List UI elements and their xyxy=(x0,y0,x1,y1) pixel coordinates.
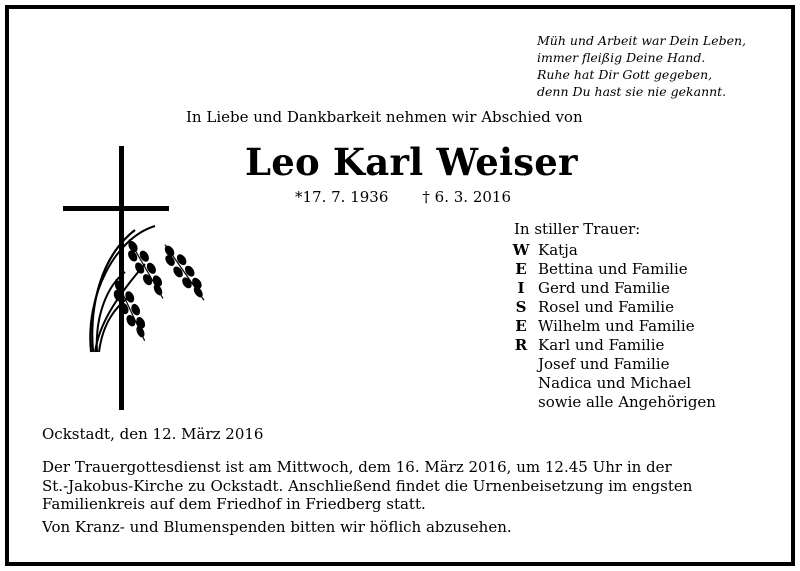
service-info xyxy=(42,458,782,514)
poem-line: Ruhe hat Dir Gott gegeben, xyxy=(537,67,713,82)
acrostic-letter: W xyxy=(512,241,530,259)
poem-line: immer fleißig Deine Hand. xyxy=(537,50,706,65)
acrostic-letter: E xyxy=(515,317,527,335)
donation-note: Von Kranz- und Blumenspenden bitten wir höflich abzusehen. xyxy=(42,518,512,536)
deceased-name: Leo Karl Weiser xyxy=(245,140,578,184)
surname-acrostic xyxy=(510,241,532,355)
cross-with-wheat-icon xyxy=(55,146,205,412)
service-line: Familienkreis auf dem Friedhof in Friedberg statt. xyxy=(42,495,426,513)
acrostic-letter: R xyxy=(514,336,528,354)
mourner-entry: Wilhelm und Familie xyxy=(538,317,695,335)
acrostic-letter: E xyxy=(515,260,527,278)
mourner-entry: Rosel und Familie xyxy=(538,298,674,316)
acrostic-letter: I xyxy=(517,279,525,297)
acrostic-letter: S xyxy=(515,298,527,316)
life-dates xyxy=(295,188,511,206)
mourner-entry: sowie alle Angehörigen xyxy=(538,393,716,411)
mourner-entry: Nadica und Michael xyxy=(538,374,692,392)
mourner-entry: Katja xyxy=(538,241,578,259)
mourners-list xyxy=(538,241,716,412)
intro-text: In Liebe und Dankbarkeit nehmen wir Abschied von xyxy=(186,108,583,126)
poem-line: Müh und Arbeit war Dein Leben, xyxy=(537,33,747,48)
mourner-entry: Bettina und Familie xyxy=(538,260,688,278)
service-line: St.-Jakobus-Kirche zu Ockstadt. Anschließend findet die Urnenbeisetzung im engsten xyxy=(42,476,693,495)
mourner-entry: Karl und Familie xyxy=(538,336,665,354)
mourner-entry: Gerd und Familie xyxy=(538,279,670,297)
poem xyxy=(537,32,746,100)
poem-line: denn Du hast sie nie gekannt. xyxy=(537,84,727,99)
death-date: † 6. 3. 2016 xyxy=(422,188,511,206)
birth-date: *17. 7. 1936 xyxy=(295,188,389,206)
service-line: Der Trauergottesdienst ist am Mittwoch, dem 16. März 2016, um 12.45 Uhr in der xyxy=(42,458,672,476)
place-and-date: Ockstadt, den 12. März 2016 xyxy=(42,425,264,443)
mourner-entry: Josef und Familie xyxy=(538,355,670,373)
mourners-heading: In stiller Trauer: xyxy=(514,220,641,238)
